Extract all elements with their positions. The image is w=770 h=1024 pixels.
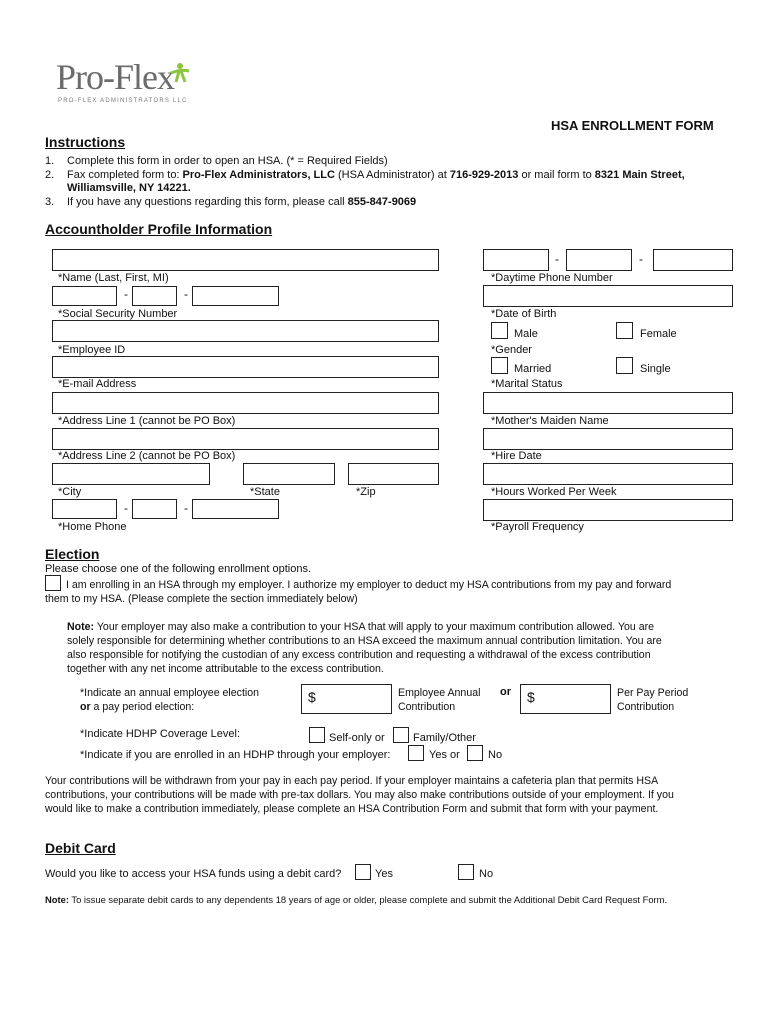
ssn-part1-input[interactable] [52, 286, 117, 306]
state-input[interactable] [243, 463, 335, 485]
profile-heading: Accountholder Profile Information [45, 221, 273, 237]
employee-annual-label: Employee Annual Contribution [398, 687, 481, 713]
employee-id-input[interactable] [52, 320, 439, 342]
state-label: *State [250, 486, 280, 498]
enroll-option-text: I am enrolling in an HSA through my employer. I authorize my employer to deduct my HSA contributions from my pay and forward them to my HSA. (Please complete the section immediately below) [45, 579, 672, 605]
annual-contribution-input[interactable] [301, 684, 392, 714]
hours-input[interactable] [483, 463, 733, 485]
self-only-label: Self-only or [329, 732, 385, 744]
instructions-heading: Instructions [45, 134, 126, 150]
instruction-1-num: 1. [45, 155, 55, 167]
dollar-sign: $ [527, 689, 535, 705]
hdhp-yes-label: Yes or [429, 749, 460, 761]
ssn-part2-input[interactable] [132, 286, 177, 306]
election-intro: Please choose one of the following enrollment options. [45, 563, 312, 575]
family-checkbox[interactable] [393, 727, 409, 743]
married-checkbox[interactable] [491, 357, 508, 374]
instruction-3-num: 3. [45, 196, 55, 208]
form-title: HSA ENROLLMENT FORM [551, 118, 714, 133]
married-label: Married [514, 363, 552, 375]
hdhp-no-label: No [488, 749, 503, 761]
ssn-dash-2: - [184, 287, 188, 301]
city-label: *City [58, 486, 82, 498]
maiden-name-label: *Mother's Maiden Name [491, 415, 609, 427]
day-phone-dash-2: - [639, 252, 643, 266]
name-label: *Name (Last, First, MI) [58, 272, 169, 284]
address-1-input[interactable] [52, 392, 439, 414]
debit-note: Note: To issue separate debit cards to any dependents 18 years of age or older, please complete and submit the Additional Debit Card Request Form. [45, 894, 668, 905]
debit-no-checkbox[interactable] [458, 864, 474, 880]
logo [56, 56, 196, 108]
home-phone-prefix-input[interactable] [132, 499, 177, 519]
debit-question: Would you like to access your HSA funds using a debit card? [45, 868, 342, 880]
day-phone-area-input[interactable] [483, 249, 549, 271]
instruction-2-cont: Williamsville, NY 14221. [67, 182, 191, 194]
ssn-part3-input[interactable] [192, 286, 279, 306]
annual-election-label: *Indicate an annual employee election or a pay period election: [80, 687, 260, 713]
dollar-sign: $ [308, 689, 316, 705]
email-input[interactable] [52, 356, 439, 378]
family-label: Family/Other [413, 732, 476, 744]
hdhp-level-label: *Indicate HDHP Coverage Level: [80, 728, 240, 740]
logo-tagline: PRO-FLEX ADMINISTRATORS LLC [58, 98, 188, 104]
day-phone-prefix-input[interactable] [566, 249, 632, 271]
debit-yes-label: Yes [375, 868, 393, 880]
dob-input[interactable] [483, 285, 733, 307]
instruction-3: If you have any questions regarding this form, please call 855-847-9069 [67, 196, 417, 208]
debit-heading: Debit Card [45, 840, 116, 856]
day-phone-dash-1: - [555, 252, 559, 266]
instruction-1: Complete this form in order to open an HSA. (* = Required Fields) [67, 155, 388, 167]
or-label: or [500, 686, 511, 698]
gender-label: *Gender [491, 344, 532, 356]
employer-note: Note: Your employer may also make a contribution to your HSA that will apply to your maximum contribution allowed. You are solely responsible for determining whether contributions to an HSA exceed the maximum annual contribution limitation. You are also responsible for notifying the custodian of any excess contribution and requesting a withdrawal of the excess contribution together with any net income attributable to the excess contribution. [67, 621, 662, 675]
hdhp-no-checkbox[interactable] [467, 745, 483, 761]
day-phone-label: *Daytime Phone Number [491, 272, 613, 284]
self-only-checkbox[interactable] [309, 727, 325, 743]
ssn-label: *Social Security Number [58, 308, 178, 320]
home-phone-area-input[interactable] [52, 499, 117, 519]
home-phone-label: *Home Phone [58, 521, 127, 533]
single-label: Single [640, 363, 671, 375]
home-phone-dash-1: - [124, 501, 128, 515]
zip-input[interactable] [348, 463, 439, 485]
single-checkbox[interactable] [616, 357, 633, 374]
home-phone-line-input[interactable] [192, 499, 279, 519]
male-label: Male [514, 328, 538, 340]
female-checkbox[interactable] [616, 322, 633, 339]
female-label: Female [640, 328, 677, 340]
city-input[interactable] [52, 463, 210, 485]
debit-no-label: No [479, 868, 494, 880]
marital-label: *Marital Status [491, 378, 563, 390]
instruction-2-num: 2. [45, 169, 55, 181]
name-input[interactable] [52, 249, 439, 271]
address-2-input[interactable] [52, 428, 439, 450]
home-phone-dash-2: - [184, 501, 188, 515]
payroll-frequency-label: *Payroll Frequency [491, 521, 584, 533]
debit-yes-checkbox[interactable] [355, 864, 371, 880]
dob-label: *Date of Birth [491, 308, 557, 320]
ssn-dash-1: - [124, 287, 128, 301]
address-2-label: *Address Line 2 (cannot be PO Box) [58, 450, 236, 462]
instruction-2: Fax completed form to: Pro-Flex Administrators, LLC (HSA Administrator) at 716-929-2013 or mail form to 8321 Main Street, [67, 169, 685, 181]
day-phone-line-input[interactable] [653, 249, 733, 271]
logo-name: Pro-Flex [56, 57, 174, 97]
address-1-label: *Address Line 1 (cannot be PO Box) [58, 415, 236, 427]
hdhp-enrolled-label: *Indicate if you are enrolled in an HDHP through your employer: [80, 749, 391, 761]
withdrawal-paragraph: Your contributions will be withdrawn from your pay in each pay period. If your employer maintains a cafeteria plan that permits HSA contributions, your contributions will be made with pre-tax dollars. You may also make contributions outside of your employment. If you would like to make a contribution immediately, please complete an HSA Contribution Form and submit that form with your payment. [45, 775, 674, 815]
hire-date-input[interactable] [483, 428, 733, 450]
per-pay-label: Per Pay Period Contribution [617, 687, 689, 713]
male-checkbox[interactable] [491, 322, 508, 339]
election-heading: Election [45, 546, 100, 562]
maiden-name-input[interactable] [483, 392, 733, 414]
hire-date-label: *Hire Date [491, 450, 542, 462]
hdhp-yes-checkbox[interactable] [408, 745, 424, 761]
employee-id-label: *Employee ID [58, 344, 126, 356]
payroll-frequency-input[interactable] [483, 499, 733, 521]
per-pay-contribution-input[interactable] [520, 684, 611, 714]
hours-label: *Hours Worked Per Week [491, 486, 617, 498]
logo-figure-icon [169, 62, 191, 84]
email-label: *E-mail Address [58, 378, 137, 390]
zip-label: *Zip [356, 486, 376, 498]
